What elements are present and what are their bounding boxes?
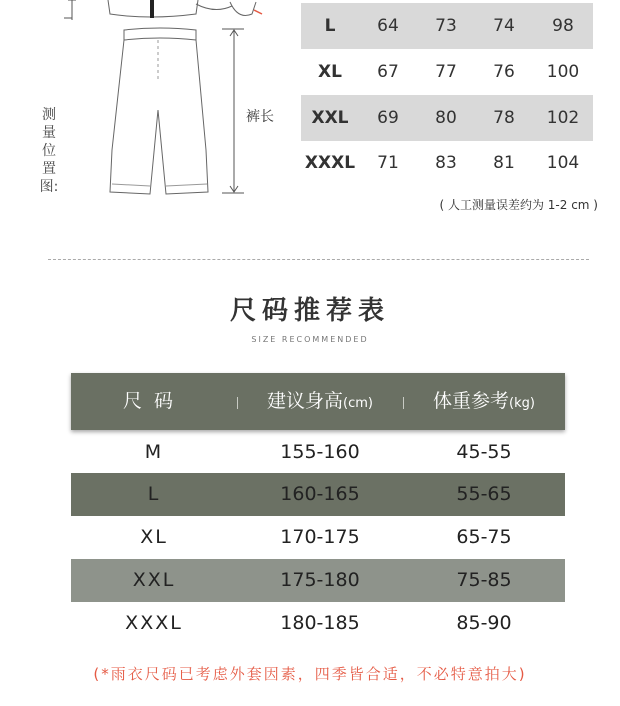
table-row — [301, 3, 593, 49]
pants-length-label: 裤长 — [246, 109, 274, 125]
table-row — [71, 602, 565, 645]
value-cell: 100 — [546, 62, 580, 82]
value-cell: 73 — [435, 16, 457, 36]
value-cell: 78 — [493, 108, 515, 128]
value-cell: 69 — [377, 108, 399, 128]
size-cell: M — [144, 441, 164, 463]
value-cell: 67 — [377, 62, 399, 82]
size-cell: XL — [140, 526, 168, 548]
table-row — [71, 431, 565, 474]
height-cell: 160-165 — [280, 483, 360, 505]
weight-cell: 55-65 — [456, 483, 512, 505]
value-cell: 104 — [546, 153, 580, 173]
header-height-label: 建议身高 — [267, 390, 344, 412]
measurement-position-label: 测量位置图: — [39, 107, 59, 195]
size-footnote: (*雨衣尺码已考虑外套因素，四季皆合适，不必特意拍大) — [93, 665, 527, 683]
height-cell: 155-160 — [280, 441, 360, 463]
header-height-unit: (cm) — [343, 396, 373, 411]
size-cell: XXL — [311, 108, 349, 128]
size-cell: XXXL — [125, 612, 183, 634]
weight-cell: 45-55 — [456, 441, 512, 463]
weight-cell: 65-75 — [456, 526, 512, 548]
header-size: 尺码 — [122, 390, 185, 412]
height-cell: 180-185 — [280, 612, 360, 634]
header-height — [237, 373, 403, 430]
size-cell: XXXL — [304, 153, 356, 173]
size-cell: L — [324, 16, 336, 36]
section-title: 尺码推荐表 — [229, 296, 390, 326]
value-cell: 83 — [435, 153, 457, 173]
measurement-error-note: ( 人工测量误差约为 1-2 cm ) — [439, 198, 598, 212]
table-row — [301, 95, 593, 141]
height-cell: 170-175 — [280, 526, 360, 548]
value-cell: 102 — [546, 108, 580, 128]
table-row — [301, 49, 593, 95]
header-weight-label: 体重参考 — [433, 390, 510, 412]
recommend-table-header — [71, 373, 565, 430]
table-row — [71, 559, 565, 602]
header-weight — [403, 373, 565, 430]
section-divider — [48, 259, 589, 260]
value-cell: 64 — [377, 16, 399, 36]
size-cell: L — [147, 483, 161, 505]
size-cell: XL — [318, 62, 342, 82]
value-cell: 74 — [493, 16, 515, 36]
table-row — [71, 516, 565, 559]
table-row — [71, 473, 565, 516]
value-cell: 77 — [435, 62, 457, 82]
weight-cell: 85-90 — [456, 612, 512, 634]
header-weight-unit: (kg) — [509, 396, 535, 411]
value-cell: 80 — [435, 108, 457, 128]
value-cell: 76 — [493, 62, 515, 82]
table-row — [301, 140, 593, 186]
size-cell: XXL — [132, 569, 176, 591]
section-subtitle: SIZE RECOMMENDED — [251, 335, 369, 344]
height-cell: 175-180 — [280, 569, 360, 591]
value-cell: 71 — [377, 153, 399, 173]
weight-cell: 75-85 — [456, 569, 512, 591]
value-cell: 81 — [493, 153, 515, 173]
value-cell: 98 — [552, 16, 574, 36]
